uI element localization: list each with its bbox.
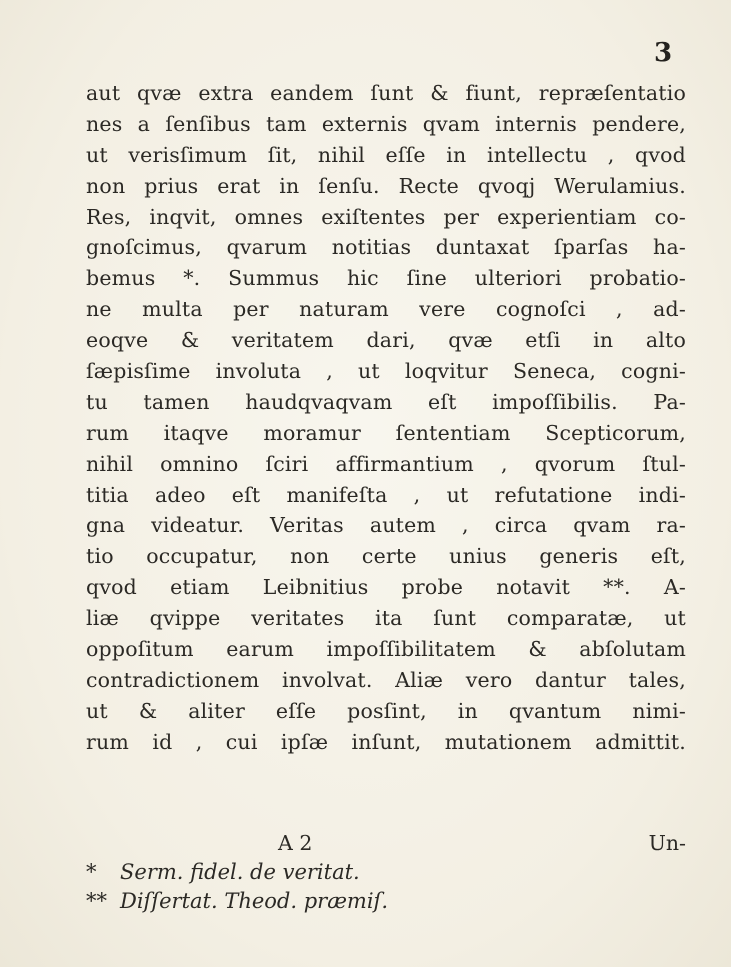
text-line: gnoſcimus, qvarum notitias duntaxat ſparſas ha-: [86, 235, 686, 260]
text-line: rum itaqve moramur ſententiam Scepticorum,: [86, 420, 686, 445]
signature-mark: A 2: [278, 831, 313, 855]
text-line: ſæpisſime involuta , ut loqvitur Seneca, cogni-: [86, 359, 686, 384]
text-line: ut & aliter eſſe posſint, in qvantum nimi-: [86, 698, 686, 723]
text-line: tu tamen haudqvaqvam eſt impoſſibilis. Pa-: [86, 389, 686, 414]
signature-line: [86, 828, 686, 859]
text-line: bemus *. Summus hic ſine ulteriori probatio-: [86, 266, 686, 291]
text-line: liæ qvippe veritates ita ſunt comparatæ, ut: [86, 606, 686, 631]
text-line: oppoſitum earum impoſſibilitatem & abſolutam: [86, 637, 686, 662]
footnote-text: Diſſertat. Theod. præmiſ.: [120, 889, 389, 913]
text-line: nes a ſenſibus tam externis qvam internis pendere,: [86, 111, 686, 136]
text-line: qvod etiam Leibnitius probe notavit **. A-: [86, 575, 686, 600]
footnotes: [86, 858, 686, 916]
text-line: gna videatur. Veritas autem , circa qvam ra-: [86, 513, 686, 538]
body-text: [86, 78, 686, 758]
text-line: rum id , cui ipſæ inſunt, mutationem admittit.: [86, 729, 686, 754]
text-line: Res, inqvit, omnes exiſtentes per experientiam co-: [86, 204, 686, 229]
text-line: ut verisſimum ſit, nihil eſſe in intellectu , qvod: [86, 142, 686, 167]
text-line: aut qvæ extra eandem ſunt & fiunt, repræſentatio: [86, 81, 686, 105]
text-line: ne multa per naturam vere cognoſci , ad-: [86, 297, 686, 322]
footnote: [86, 858, 686, 887]
footnote-marker: *: [86, 860, 97, 884]
text-line: nihil omnino ſciri affirmantium , qvorum ſtul-: [86, 451, 686, 476]
text-line: contradictionem involvat. Aliæ vero dantur tales,: [86, 667, 686, 692]
footnote-text: Serm. fidel. de veritat.: [120, 860, 360, 884]
footnote: [86, 887, 686, 916]
text-line: eoqve & veritatem dari, qvæ etſi in alto: [86, 328, 686, 353]
page-number: 3: [654, 38, 673, 68]
text-line: tio occupatur, non certe unius generis eſt,: [86, 544, 686, 569]
footnote-marker: **: [86, 889, 107, 913]
text-line: non prius erat in ſenſu. Recte qvoqj Werulamius.: [86, 173, 686, 198]
text-line: titia adeo eſt manifeſta , ut refutatione indi-: [86, 482, 686, 507]
catchword: Un-: [648, 831, 686, 855]
